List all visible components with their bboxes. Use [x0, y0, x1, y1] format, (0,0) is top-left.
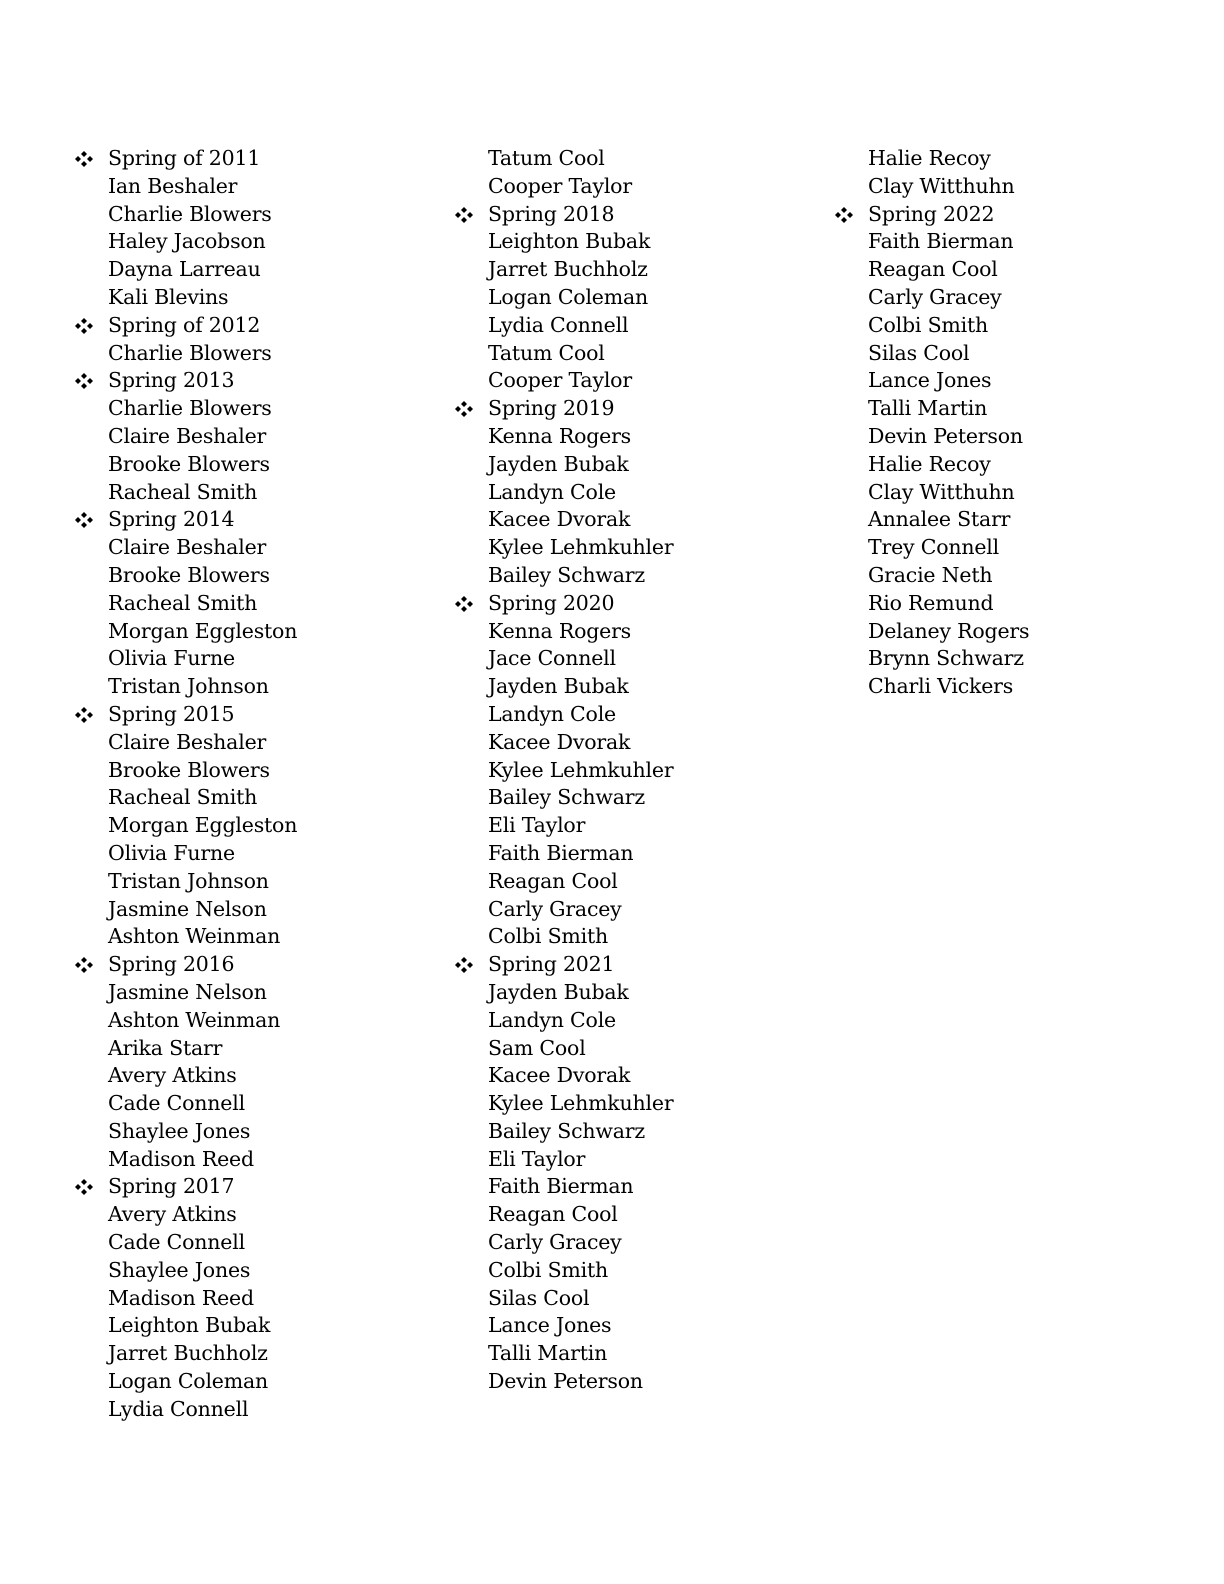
- member-name: Lydia Connell: [108, 1396, 249, 1421]
- list-item: [832, 506, 1192, 534]
- list-item: [72, 896, 432, 924]
- member-name: Kacee Dvorak: [488, 1063, 631, 1088]
- member-name: Cooper Taylor: [488, 368, 632, 393]
- list-item: [452, 701, 812, 729]
- list-item: [72, 923, 432, 951]
- list-item: [72, 256, 432, 284]
- member-name: Tatum Cool: [488, 340, 605, 365]
- member-name: Jasmine Nelson: [108, 896, 267, 921]
- list-item: [452, 173, 812, 201]
- member-name: Brooke Blowers: [108, 757, 270, 782]
- list-item: [832, 562, 1192, 590]
- member-name: Landyn Cole: [488, 701, 616, 726]
- member-name: Kali Blevins: [108, 284, 229, 309]
- list-item: [452, 1035, 812, 1063]
- member-name: Dayna Larreau: [108, 257, 261, 282]
- section-heading: [452, 395, 812, 423]
- list-item: [72, 1090, 432, 1118]
- section-heading-text: Spring 2017: [108, 1174, 235, 1199]
- list-item: [452, 284, 812, 312]
- list-item: [72, 284, 432, 312]
- list-item: [452, 1007, 812, 1035]
- list-item: [72, 645, 432, 673]
- member-name: Reagan Cool: [488, 868, 618, 893]
- list-item: [72, 479, 432, 507]
- member-name: Bailey Schwarz: [488, 1118, 645, 1143]
- diamond-bullet-icon: [72, 367, 96, 395]
- member-name: Jayden Bubak: [488, 451, 629, 476]
- diamond-bullet-icon: [72, 506, 96, 534]
- member-name: Colbi Smith: [488, 1257, 609, 1282]
- list-item: [72, 1368, 432, 1396]
- diamond-bullet-icon: [72, 1173, 96, 1201]
- list-item: [832, 618, 1192, 646]
- list-item: [72, 1035, 432, 1063]
- member-name: Ashton Weinman: [108, 1007, 281, 1032]
- member-name: Kacee Dvorak: [488, 507, 631, 532]
- list-item: [452, 1118, 812, 1146]
- column-1: [72, 145, 432, 1424]
- member-name: Kylee Lehmkuhler: [488, 757, 674, 782]
- member-name: Ian Beshaler: [108, 173, 238, 198]
- column-2: [452, 145, 812, 1396]
- list-item: [832, 590, 1192, 618]
- member-name: Jarret Buchholz: [108, 1341, 268, 1366]
- list-item: [832, 534, 1192, 562]
- member-name: Colbi Smith: [488, 924, 609, 949]
- list-item: [72, 1062, 432, 1090]
- list-item: [452, 673, 812, 701]
- member-name: Talli Martin: [868, 396, 988, 421]
- list-item: [832, 340, 1192, 368]
- member-name: Shaylee Jones: [108, 1257, 251, 1282]
- member-name: Lance Jones: [868, 368, 992, 393]
- section-heading: [72, 1173, 432, 1201]
- member-name: Claire Beshaler: [108, 535, 267, 560]
- member-name: Kacee Dvorak: [488, 729, 631, 754]
- list-item: [452, 1312, 812, 1340]
- list-item: [72, 812, 432, 840]
- list-item: [72, 784, 432, 812]
- list-item: [72, 1118, 432, 1146]
- section-heading-text: Spring 2013: [108, 368, 235, 393]
- list-item: [72, 1257, 432, 1285]
- list-item: [72, 451, 432, 479]
- list-item: [452, 1062, 812, 1090]
- list-item: [832, 423, 1192, 451]
- member-name: Eli Taylor: [488, 813, 586, 838]
- member-name: Jace Connell: [488, 646, 616, 671]
- list-item: [452, 256, 812, 284]
- section-heading: [72, 145, 432, 173]
- member-name: Tristan Johnson: [108, 674, 269, 699]
- member-name: Avery Atkins: [108, 1202, 237, 1227]
- list-item: [72, 590, 432, 618]
- list-item: [72, 1396, 432, 1424]
- member-name: Shaylee Jones: [108, 1118, 251, 1143]
- member-name: Bailey Schwarz: [488, 785, 645, 810]
- list-item: [452, 1229, 812, 1257]
- list-item: [452, 562, 812, 590]
- member-name: Talli Martin: [488, 1341, 608, 1366]
- member-name: Arika Starr: [108, 1035, 223, 1060]
- list-item: [72, 340, 432, 368]
- member-name: Charlie Blowers: [108, 201, 272, 226]
- list-item: [452, 534, 812, 562]
- list-item: [72, 840, 432, 868]
- list-item: [832, 173, 1192, 201]
- list-item: [832, 312, 1192, 340]
- list-item: [452, 618, 812, 646]
- list-item: [452, 896, 812, 924]
- list-item: [72, 1146, 432, 1174]
- member-name: Clay Witthuhn: [868, 173, 1015, 198]
- list-item: [452, 979, 812, 1007]
- member-name: Morgan Eggleston: [108, 813, 298, 838]
- list-item: [72, 228, 432, 256]
- member-name: Reagan Cool: [868, 257, 998, 282]
- list-item: [452, 423, 812, 451]
- list-item: [452, 923, 812, 951]
- member-name: Claire Beshaler: [108, 423, 267, 448]
- member-name: Leighton Bubak: [488, 229, 651, 254]
- list-item: [452, 479, 812, 507]
- list-item: [452, 340, 812, 368]
- diamond-bullet-icon: [72, 145, 96, 173]
- member-name: Brooke Blowers: [108, 451, 270, 476]
- diamond-bullet-icon: [452, 951, 476, 979]
- member-name: Charlie Blowers: [108, 396, 272, 421]
- list-item: [72, 1340, 432, 1368]
- member-name: Gracie Neth: [868, 562, 993, 587]
- member-name: Delaney Rogers: [868, 618, 1030, 643]
- section-heading-text: Spring 2019: [488, 396, 615, 421]
- member-name: Cade Connell: [108, 1091, 245, 1116]
- list-item: [72, 979, 432, 1007]
- list-item: [72, 173, 432, 201]
- list-item: [452, 1201, 812, 1229]
- member-name: Bailey Schwarz: [488, 562, 645, 587]
- member-name: Clay Witthuhn: [868, 479, 1015, 504]
- diamond-bullet-icon: [72, 951, 96, 979]
- list-item: [452, 451, 812, 479]
- member-name: Jayden Bubak: [488, 979, 629, 1004]
- list-item: [452, 645, 812, 673]
- member-name: Colbi Smith: [868, 312, 989, 337]
- diamond-bullet-icon: [452, 590, 476, 618]
- member-name: Rio Remund: [868, 590, 994, 615]
- list-item: [452, 228, 812, 256]
- member-name: Brooke Blowers: [108, 562, 270, 587]
- member-name: Tristan Johnson: [108, 868, 269, 893]
- list-item: [452, 145, 812, 173]
- list-item: [72, 395, 432, 423]
- list-item: [832, 367, 1192, 395]
- member-name: Faith Bierman: [868, 229, 1014, 254]
- section-heading: [452, 590, 812, 618]
- list-item: [452, 812, 812, 840]
- member-name: Avery Atkins: [108, 1063, 237, 1088]
- list-item: [72, 423, 432, 451]
- column-3: [832, 145, 1192, 701]
- list-item: [452, 312, 812, 340]
- member-name: Madison Reed: [108, 1285, 254, 1310]
- section-heading-text: Spring 2014: [108, 507, 235, 532]
- member-name: Lydia Connell: [488, 312, 629, 337]
- list-item: [452, 868, 812, 896]
- member-name: Racheal Smith: [108, 479, 258, 504]
- member-name: Silas Cool: [868, 340, 970, 365]
- member-name: Reagan Cool: [488, 1202, 618, 1227]
- diamond-bullet-icon: [72, 312, 96, 340]
- list-item: [832, 228, 1192, 256]
- section-heading-text: Spring 2018: [488, 201, 615, 226]
- list-item: [72, 1007, 432, 1035]
- member-name: Devin Peterson: [868, 423, 1023, 448]
- member-name: Kenna Rogers: [488, 618, 631, 643]
- list-item: [72, 1201, 432, 1229]
- member-name: Sam Cool: [488, 1035, 586, 1060]
- list-item: [452, 1285, 812, 1313]
- section-heading-text: Spring 2021: [488, 952, 615, 977]
- member-name: Halie Recoy: [868, 451, 991, 476]
- list-item: [452, 1146, 812, 1174]
- diamond-bullet-icon: [452, 395, 476, 423]
- list-item: [832, 673, 1192, 701]
- list-item: [72, 1229, 432, 1257]
- diamond-bullet-icon: [72, 701, 96, 729]
- member-name: Jasmine Nelson: [108, 979, 267, 1004]
- section-heading: [72, 506, 432, 534]
- list-item: [832, 451, 1192, 479]
- member-name: Brynn Schwarz: [868, 646, 1024, 671]
- member-name: Racheal Smith: [108, 785, 258, 810]
- member-name: Logan Coleman: [108, 1369, 268, 1394]
- diamond-bullet-icon: [832, 201, 856, 229]
- member-name: Carly Gracey: [488, 1230, 622, 1255]
- member-name: Cooper Taylor: [488, 173, 632, 198]
- section-heading-text: Spring 2016: [108, 952, 235, 977]
- list-item: [452, 1173, 812, 1201]
- member-name: Halie Recoy: [868, 146, 991, 170]
- member-name: Landyn Cole: [488, 1007, 616, 1032]
- list-item: [72, 201, 432, 229]
- list-item: [452, 367, 812, 395]
- member-name: Claire Beshaler: [108, 729, 267, 754]
- list-item: [72, 729, 432, 757]
- section-heading-text: Spring of 2011: [108, 146, 261, 170]
- list-item: [452, 1368, 812, 1396]
- member-name: Eli Taylor: [488, 1146, 586, 1171]
- list-item: [452, 1257, 812, 1285]
- member-name: Carly Gracey: [488, 896, 622, 921]
- member-name: Trey Connell: [868, 535, 999, 560]
- list-item: [832, 395, 1192, 423]
- member-name: Devin Peterson: [488, 1369, 643, 1394]
- member-name: Jayden Bubak: [488, 674, 629, 699]
- section-heading-text: Spring 2022: [868, 201, 995, 226]
- member-name: Charli Vickers: [868, 674, 1014, 699]
- member-name: Olivia Furne: [108, 840, 235, 865]
- section-heading: [452, 201, 812, 229]
- section-heading: [452, 951, 812, 979]
- list-item: [832, 256, 1192, 284]
- member-name: Leighton Bubak: [108, 1313, 271, 1338]
- member-name: Tatum Cool: [488, 146, 605, 170]
- list-item: [452, 729, 812, 757]
- list-item: [452, 757, 812, 785]
- member-name: Faith Bierman: [488, 1174, 634, 1199]
- member-name: Landyn Cole: [488, 479, 616, 504]
- member-name: Olivia Furne: [108, 646, 235, 671]
- section-heading-text: Spring 2020: [488, 590, 615, 615]
- list-item: [72, 1312, 432, 1340]
- list-item: [72, 618, 432, 646]
- list-item: [72, 868, 432, 896]
- member-name: Kylee Lehmkuhler: [488, 1091, 674, 1116]
- member-name: Faith Bierman: [488, 840, 634, 865]
- list-item: [832, 284, 1192, 312]
- member-name: Ashton Weinman: [108, 924, 281, 949]
- list-item: [832, 479, 1192, 507]
- member-name: Lance Jones: [488, 1313, 612, 1338]
- list-item: [72, 534, 432, 562]
- member-name: Silas Cool: [488, 1285, 590, 1310]
- list-item: [452, 506, 812, 534]
- section-heading: [72, 312, 432, 340]
- list-item: [832, 645, 1192, 673]
- section-heading-text: Spring of 2012: [108, 312, 261, 337]
- member-name: Racheal Smith: [108, 590, 258, 615]
- list-item: [72, 757, 432, 785]
- member-name: Kenna Rogers: [488, 423, 631, 448]
- section-heading-text: Spring 2015: [108, 701, 235, 726]
- list-item: [832, 145, 1192, 173]
- list-item: [72, 673, 432, 701]
- section-heading: [832, 201, 1192, 229]
- section-heading: [72, 951, 432, 979]
- list-item: [452, 840, 812, 868]
- member-name: Morgan Eggleston: [108, 618, 298, 643]
- section-heading: [72, 701, 432, 729]
- member-name: Madison Reed: [108, 1146, 254, 1171]
- section-heading: [72, 367, 432, 395]
- list-item: [72, 562, 432, 590]
- member-name: Annalee Starr: [868, 507, 1011, 532]
- list-item: [452, 1340, 812, 1368]
- member-name: Jarret Buchholz: [488, 257, 648, 282]
- member-name: Cade Connell: [108, 1230, 245, 1255]
- list-item: [452, 784, 812, 812]
- member-name: Logan Coleman: [488, 284, 648, 309]
- member-name: Carly Gracey: [868, 284, 1002, 309]
- list-item: [452, 1090, 812, 1118]
- member-name: Kylee Lehmkuhler: [488, 535, 674, 560]
- member-name: Haley Jacobson: [108, 229, 266, 254]
- list-item: [72, 1285, 432, 1313]
- diamond-bullet-icon: [452, 201, 476, 229]
- member-name: Charlie Blowers: [108, 340, 272, 365]
